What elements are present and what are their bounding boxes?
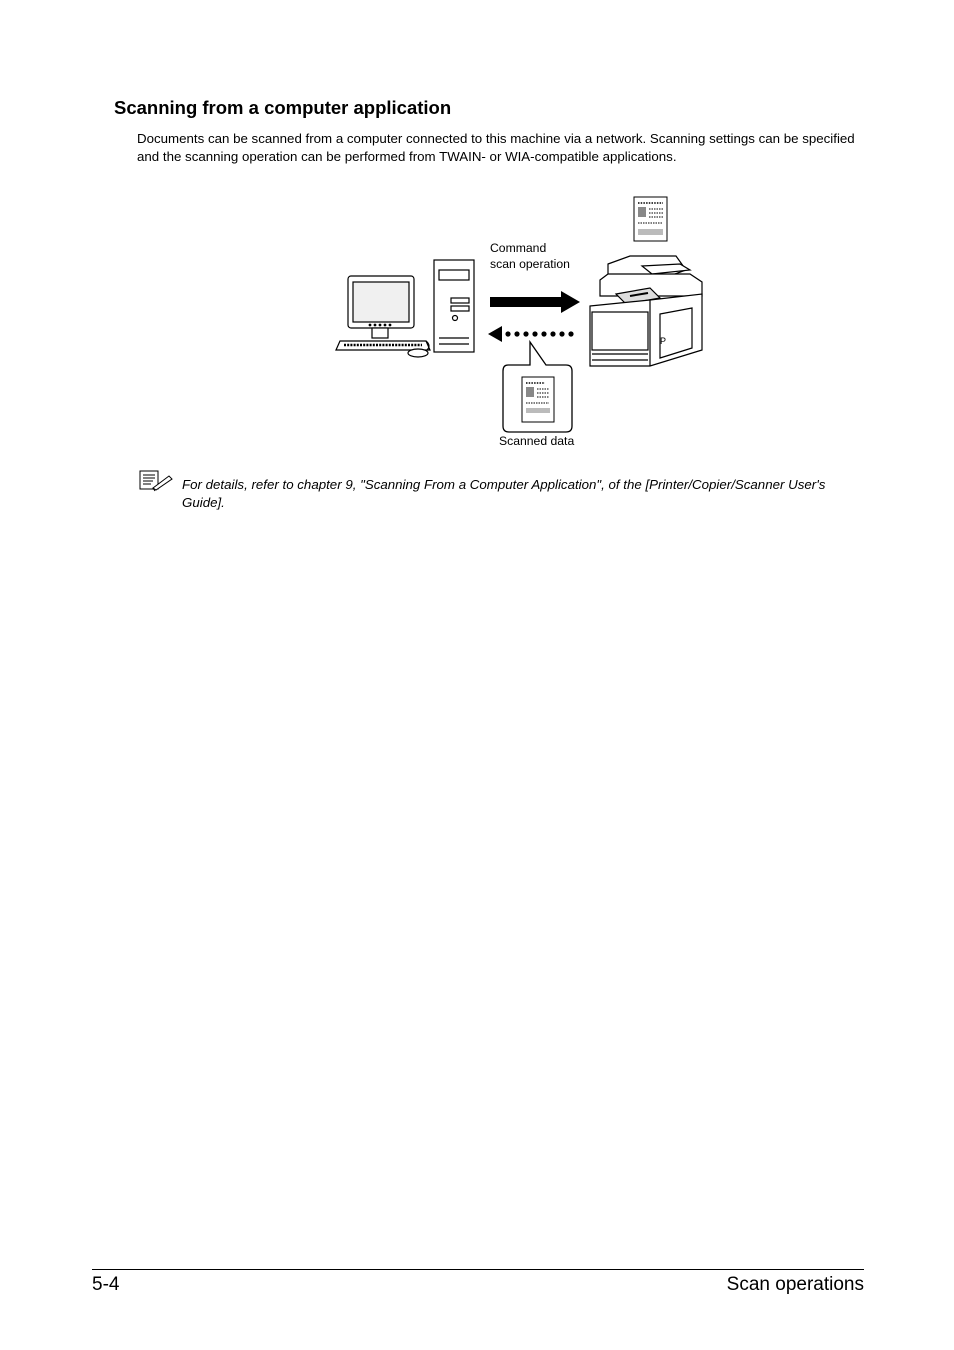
svg-text:P: P — [660, 336, 667, 346]
scan-operation-label: scan operation — [490, 257, 570, 271]
mfp-printer-icon — [590, 256, 702, 366]
note-pencil-icon — [139, 470, 173, 497]
scan-diagram-graphic — [330, 190, 720, 460]
scanned-data-callout — [503, 342, 572, 432]
page-number: 5-4 — [92, 1274, 120, 1295]
command-label: Command — [490, 241, 547, 255]
document-icon — [522, 377, 554, 422]
footer-divider — [92, 1269, 864, 1270]
arrow-right-icon — [490, 291, 580, 313]
scanned-data-label: Scanned data — [499, 434, 575, 448]
intro-paragraph: Documents can be scanned from a computer connected to this machine via a network. Scanning settings can be specified and the scanning operation can be performed from TWAIN- or WIA-compatible applications. — [137, 131, 855, 164]
note-text: For details, refer to chapter 9, "Scanning From a Computer Application", of the [Printer/Copier/Scanner User's Guide]. — [182, 477, 826, 510]
section-heading: Scanning from a computer application — [114, 97, 452, 118]
dotted-arrow-left-icon — [488, 326, 574, 342]
document-icon — [634, 197, 667, 241]
computer-icon — [336, 260, 474, 357]
footer-section-title: Scan operations — [726, 1274, 864, 1295]
scan-diagram — [330, 190, 720, 460]
